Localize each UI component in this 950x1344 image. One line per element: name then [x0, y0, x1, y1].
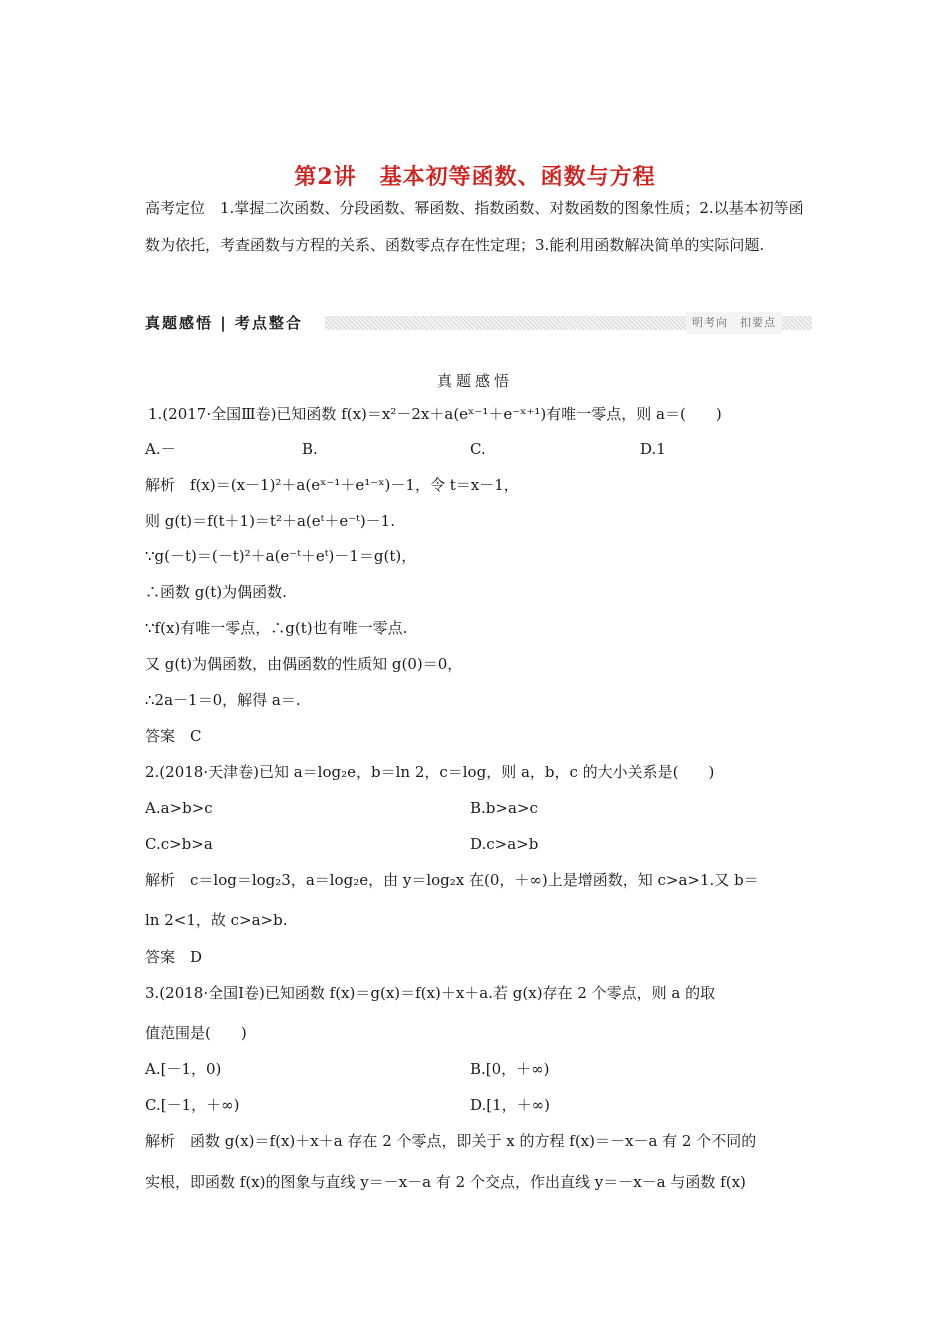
problem-3-option-d: D.[1，＋∞) — [470, 1096, 551, 1114]
problem-2-option-a: A.a>b>c — [145, 799, 213, 817]
problem-1-solution-line: 又 g(t)为偶函数，由偶函数的性质知 g(0)＝0， — [145, 655, 463, 673]
problem-3-question-line: 值范围是( ) — [145, 1024, 247, 1042]
problem-1-option-d: D.1 — [640, 440, 666, 458]
problem-1-solution-line: 则 g(t)＝f(t＋1)＝t²＋a(eᵗ＋e⁻ᵗ)－1. — [145, 512, 395, 530]
section-heading: 真题感悟 — [436, 372, 513, 390]
problem-3-solution-line: 实根，即函数 f(x)的图象与直线 y＝－x－a 有 2 个交点，作出直线 y＝－x－a 与函数 f(x) — [145, 1173, 746, 1191]
exam-focus-paragraph: 高考定位 1.掌握二次函数、分段函数、幂函数、指数函数、对数函数的图象性质；2.以基本初等函数为依托，考查函数与方程的关系、函数零点存在性定理；3.能利用函数解决简单的实际问题. — [145, 199, 804, 254]
problem-3-option-a: A.[－1，0) — [145, 1060, 222, 1078]
problem-1-option-b: B. — [302, 440, 318, 458]
problem-3-option-b: B.[0，＋∞) — [470, 1060, 550, 1078]
problem-3-option-c: C.[－1，＋∞) — [145, 1096, 240, 1114]
problem-2-option-b: B.b>a>c — [470, 799, 538, 817]
problem-1-solution-line: ∴函数 g(t)为偶函数. — [145, 583, 287, 601]
problem-1-solution-line: 解析 f(x)＝(x－1)²＋a(eˣ⁻¹＋e¹⁻ˣ)－1，令 t＝x－1， — [145, 476, 519, 494]
problem-1-answer: 答案 C — [145, 727, 202, 745]
problem-2-option-c: C.c>b>a — [145, 835, 213, 853]
problem-3-question-line: 3.(2018·全国Ⅰ卷)已知函数 f(x)＝g(x)＝f(x)＋x＋a.若 g(x)存在 2 个零点，则 a 的取 — [145, 984, 716, 1002]
problem-1-solution-line: ∵g(－t)＝(－t)²＋a(e⁻ᵗ＋eᵗ)－1＝g(t)， — [145, 547, 417, 565]
section-banner — [145, 312, 812, 334]
page-title: 第2讲 基本初等函数、函数与方程 — [294, 164, 656, 190]
problem-1-solution-line: ∵f(x)有唯一零点，∴g(t)也有唯一零点. — [145, 619, 408, 637]
problem-1-solution-line: ∴2a－1＝0，解得 a＝. — [145, 691, 301, 709]
problem-2-solution-line: ln 2<1，故 c>a>b. — [145, 911, 288, 929]
problem-2-solution-line: 解析 c＝log＝log₂3，a＝log₂e，由 y＝log₂x 在(0，＋∞)上是增函数，知 c>a>1.又 b＝ — [145, 871, 759, 889]
problem-2-question: 2.(2018·天津卷)已知 a＝log₂e，b＝ln 2，c＝log，则 a，b，c 的大小关系是( ) — [145, 763, 715, 781]
problem-1-question: 1.(2017·全国Ⅲ卷)已知函数 f(x)＝x²－2x＋a(eˣ⁻¹＋e⁻ˣ⁺¹)有唯一零点，则 a＝( ) — [148, 405, 722, 423]
problem-1-option-a: A.－ — [145, 440, 176, 458]
problem-2-answer: 答案 D — [145, 948, 203, 966]
problem-2-option-d: D.c>a>b — [470, 835, 539, 853]
problem-3-solution-line: 解析 函数 g(x)＝f(x)＋x＋a 存在 2 个零点，即关于 x 的方程 f(x)＝－x－a 有 2 个不同的 — [145, 1132, 757, 1150]
problem-1-option-c: C. — [470, 440, 486, 458]
banner-label: 真题感悟 | 考点整合 — [145, 312, 309, 334]
banner-right-text: 明考向 扣要点 — [686, 312, 782, 334]
